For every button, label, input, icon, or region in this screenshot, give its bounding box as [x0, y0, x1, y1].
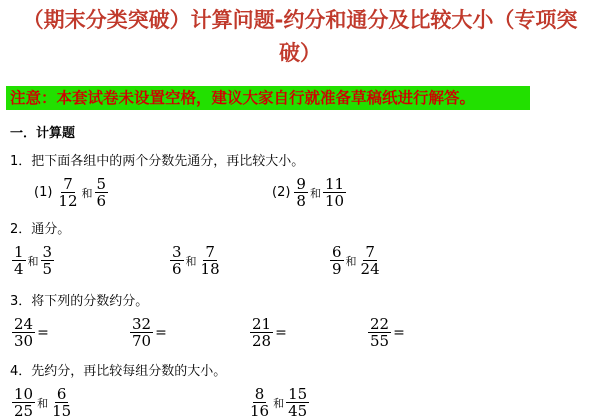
denominator: 5 [42, 260, 53, 278]
question-4-text: 4．先约分，再比较每组分数的大小。 [10, 364, 227, 379]
numerator: 1 [14, 243, 24, 261]
denominator: 6 [172, 260, 182, 278]
equals-sign: = [393, 324, 405, 341]
numerator: 9 [296, 175, 306, 193]
q1-pair-2-label: (2) [272, 185, 291, 200]
denominator: 8 [296, 192, 306, 210]
denominator: 24 [360, 260, 380, 278]
fraction [95, 176, 109, 209]
and-word: 和 [273, 396, 285, 410]
fraction [12, 244, 26, 277]
section-heading: 一．计算题 [10, 126, 76, 141]
fraction [50, 386, 73, 419]
fraction [330, 244, 344, 277]
numerator: 11 [324, 175, 345, 193]
denominator: 55 [370, 332, 390, 350]
denominator: 70 [132, 332, 152, 350]
q3-item-3 [250, 316, 287, 349]
denominator: 25 [14, 402, 34, 420]
denominator: 9 [332, 260, 342, 278]
fraction [368, 316, 391, 349]
fraction [41, 244, 55, 277]
fraction [130, 316, 153, 349]
numerator: 7 [205, 243, 215, 261]
numerator: 24 [14, 315, 34, 333]
title-line-1: （期末分类突破）计算问题-约分和通分及比较大小（专项突 [22, 8, 578, 32]
numerator: 5 [96, 175, 107, 193]
question-3-text: 3．将下列的分数约分。 [10, 294, 149, 309]
q1-pair-1 [34, 176, 108, 209]
numerator: 15 [288, 385, 308, 403]
q4-pair-2 [248, 386, 309, 419]
and-word: 和 [27, 254, 39, 268]
fraction [248, 386, 271, 419]
q1-pair-1-label: (1) [34, 185, 53, 200]
q3-item-2 [130, 316, 167, 349]
numerator: 3 [172, 243, 182, 261]
denominator: 12 [58, 192, 78, 210]
and-word: 和 [37, 396, 49, 410]
and-word: 和 [345, 254, 357, 268]
fraction [12, 386, 35, 419]
numerator: 6 [56, 385, 67, 403]
denominator: 6 [96, 192, 107, 210]
and-word: 和 [309, 186, 321, 200]
fraction [56, 176, 79, 209]
fraction [286, 386, 309, 419]
denominator: 45 [288, 402, 308, 420]
fraction [199, 244, 222, 277]
denominator: 16 [250, 402, 270, 420]
q2-pair-2 [170, 244, 222, 277]
denominator: 18 [200, 260, 220, 278]
fraction [359, 244, 382, 277]
notice-banner: 注意：本套试卷未设置空格，建议大家自行就准备草稿纸进行解答。 [6, 86, 530, 110]
fraction [170, 244, 184, 277]
q1-pair-2 [272, 176, 346, 209]
q3-item-1 [12, 316, 49, 349]
equals-sign: = [275, 324, 287, 341]
numerator: 10 [14, 385, 34, 403]
numerator: 7 [365, 243, 375, 261]
equals-sign: = [155, 324, 167, 341]
and-word: 和 [81, 186, 93, 200]
q2-pair-1 [12, 244, 54, 277]
equals-sign: = [37, 324, 49, 341]
numerator: 8 [254, 385, 265, 403]
denominator: 4 [14, 260, 24, 278]
numerator: 6 [332, 243, 342, 261]
denominator: 10 [324, 192, 345, 210]
fraction [12, 316, 35, 349]
numerator: 3 [42, 243, 53, 261]
denominator: 15 [52, 402, 72, 420]
and-word: 和 [185, 254, 197, 268]
q4-pair-1 [12, 386, 73, 419]
question-2-text: 2．通分。 [10, 222, 71, 237]
q3-item-4 [368, 316, 405, 349]
numerator: 32 [132, 315, 152, 333]
fraction [294, 176, 308, 209]
fraction [323, 176, 346, 209]
numerator: 22 [370, 315, 390, 333]
document-title [0, 4, 600, 70]
denominator: 28 [252, 332, 272, 350]
q2-pair-3 [330, 244, 382, 277]
denominator: 30 [14, 332, 34, 350]
title-line-2: 破） [279, 41, 321, 65]
numerator: 7 [63, 175, 73, 193]
numerator: 21 [252, 315, 272, 333]
question-1-text: 1．把下面各组中的两个分数先通分，再比较大小。 [10, 154, 305, 169]
fraction [250, 316, 273, 349]
